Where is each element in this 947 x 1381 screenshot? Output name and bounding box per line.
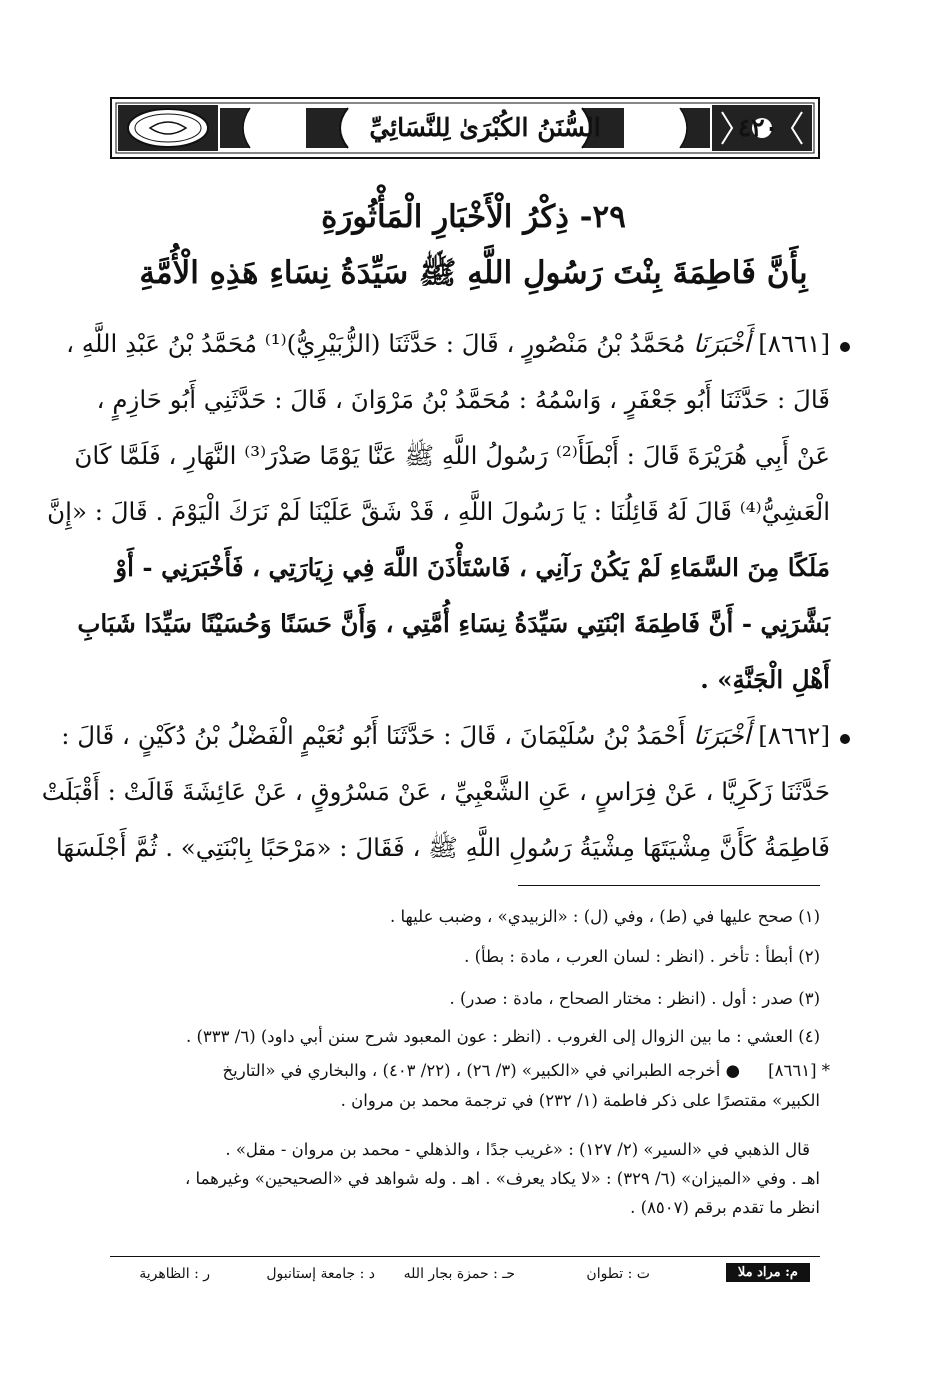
sigla-t: ت : تطوان [586, 1266, 650, 1282]
hadith-line: [٨٦٦٢] أَخْبَرَنَا أَحْمَدُ بْنُ سُلَيْمَانَ ، قَالَ : حَدَّثَنَا أَبُو نُعَيْمٍ الْفَضْلُ بْنُ دُكَيْنٍ ، قَالَ : [61, 721, 830, 750]
chapter-title-line1: ٢٩- ذِكْرُ الْأَخْبَارِ الْمَأْثُورَةِ [321, 199, 626, 235]
hadith-line: مَلَكًا مِنَ السَّمَاءِ لَمْ يَكُنْ رَآنِي ، فَاسْتَأْذَنَ اللَّهَ فِي زِيَارَتِي ، فَأَخْبَرَنِي - أَوْ [115, 553, 830, 582]
footnote-4: (٤) العشي : ما بين الزوال إلى الغروب . (انظر : عون المعبود شرح سنن أبي داود) (٦/ ٣٣٣) . [185, 1027, 820, 1046]
footnote-1: (١) صحح عليها في (ط) ، وفي (ل) : «الزبيدي» ، وضبب عليها . [390, 907, 820, 926]
takhrij-line: قال الذهبي في «السير» (٢/ ١٢٧) : «غريب جدًا ، والذهلي - محمد بن مروان - مقل» . [225, 1140, 810, 1159]
hadith-line: بَشَّرَنِي - أَنَّ فَاطِمَةَ ابْنَتِي سَيِّدَةُ نِسَاءِ أُمَّتِي ، وَأَنَّ حَسَنًا وَحُسَيْنًا سَيِّدَا شَبَابِ [77, 609, 830, 638]
editor-badge: م: مراد ملا [726, 1263, 810, 1282]
footnote-rule [518, 885, 820, 886]
hadith-line: عَنْ أَبِي هُرَيْرَةَ قَالَ : أَبْطَأَ⁽²⁾ رَسُولُ اللَّهِ ﷺ عَنَّا يَوْمًا صَدْرَ⁽³⁾ النَّهَارِ ، فَلَمَّا كَانَ [74, 441, 830, 470]
takhrij-line: الكبير» مقتصرًا على ذكر فاطمة (١/ ٢٣٢) في ترجمة محمد بن مروان . [340, 1091, 820, 1110]
bullet-icon [840, 734, 850, 744]
hadith-line: حَدَّثَنَا زَكَرِيَّا ، عَنْ فِرَاسٍ ، عَنِ الشَّعْبِيِّ ، عَنْ مَسْرُوقٍ ، عَنْ عَائِشَةَ قَالَتْ : أَقْبَلَتْ [41, 777, 830, 806]
bullet-icon [840, 342, 850, 352]
akhbarana-label: أَخْبَرَنَا [693, 721, 751, 750]
page-number: ٤٢٠ [737, 113, 779, 142]
hadith-number: [٨٦٦١] [758, 329, 830, 358]
hadith-line: الْعَشِيُّ⁽⁴⁾ قَالَ لَهُ قَائِلُنَا : يَا رَسُولَ اللَّهِ ، قَدْ شَقَّ عَلَيْنَا لَمْ نَرَكَ الْيَوْمَ . قَالَ : «إِنَّ [47, 497, 830, 526]
takhrij-label: * [٨٦٦١] [768, 1061, 830, 1080]
sigla-d: د : جامعة إستانبول [266, 1266, 375, 1282]
hadith-line: قَالَ : حَدَّثَنَا أَبُو جَعْفَرٍ ، وَاسْمُهُ : مُحَمَّدُ بْنُ مَرْوَانَ ، قَالَ : حَدَّثَنِي أَبُو حَازِمٍ ، [96, 385, 830, 414]
hadith-number: [٨٦٦٢] [758, 721, 830, 750]
hadith-8662 [41, 708, 830, 876]
footnote-3: (٣) صدر : أول . (انظر : مختار الصحاح ، مادة : صدر) . [449, 989, 820, 1008]
running-title: السُّنَنُ الكُبْرَىٰ لِلنَّسَائِيِّ [369, 113, 601, 142]
hadith-line: أَهْلِ الْجَنَّةِ» . [700, 665, 830, 694]
hadith-line: فَاطِمَةُ كَأَنَّ مِشْيَتَهَا مِشْيَةُ رَسُولِ اللَّهِ ﷺ ، فَقَالَ : «مَرْحَبًا بِابْنَتِي» . ثُمَّ أَجْلَسَهَا [55, 833, 830, 862]
left-medallion-icon [118, 105, 218, 151]
hadith-line: [٨٦٦١] أَخْبَرَنَا مُحَمَّدُ بْنُ مَنْصُورٍ ، قَالَ : حَدَّثَنَا (الزُّبَيْرِيُّ)⁽¹⁾ مُحَمَّدُ بْنُ عَبْدِ اللَّهِ ، [66, 329, 830, 358]
footer-rule [110, 1256, 820, 1257]
sigla-h: حـ : حمزة بجار الله [403, 1266, 515, 1282]
manuscript-sigla-footer [110, 1262, 820, 1292]
takhrij-line: انظر ما تقدم برقم (٨٥٠٧) . [630, 1198, 820, 1217]
hadith-8661 [47, 316, 830, 708]
takhrij-line: اهـ . وفي «الميزان» (٦/ ٣٢٩) : «لا يكاد يعرف» . اهـ . وله شواهد في «الصحيحين» وغيرهما ، [184, 1169, 820, 1188]
takhrij-line: ● أخرجه الطبراني في «الكبير» (٣/ ٢٦) ، (٢٢/ ٤٠٣) ، والبخاري في «التاريخ [222, 1061, 740, 1080]
page-header [110, 96, 820, 160]
sigla-r: ر : الظاهرية [139, 1266, 210, 1282]
footnote-2: (٢) أبطأ : تأخر . (انظر : لسان العرب ، مادة : بطأ) . [464, 947, 820, 966]
akhbarana-label: أَخْبَرَنَا [693, 329, 751, 358]
chapter-title-line2: بِأَنَّ فَاطِمَةَ بِنْتَ رَسُولِ اللَّهِ ﷺ سَيِّدَةُ نِسَاءِ هَذِهِ الْأُمَّةِ [139, 255, 808, 291]
